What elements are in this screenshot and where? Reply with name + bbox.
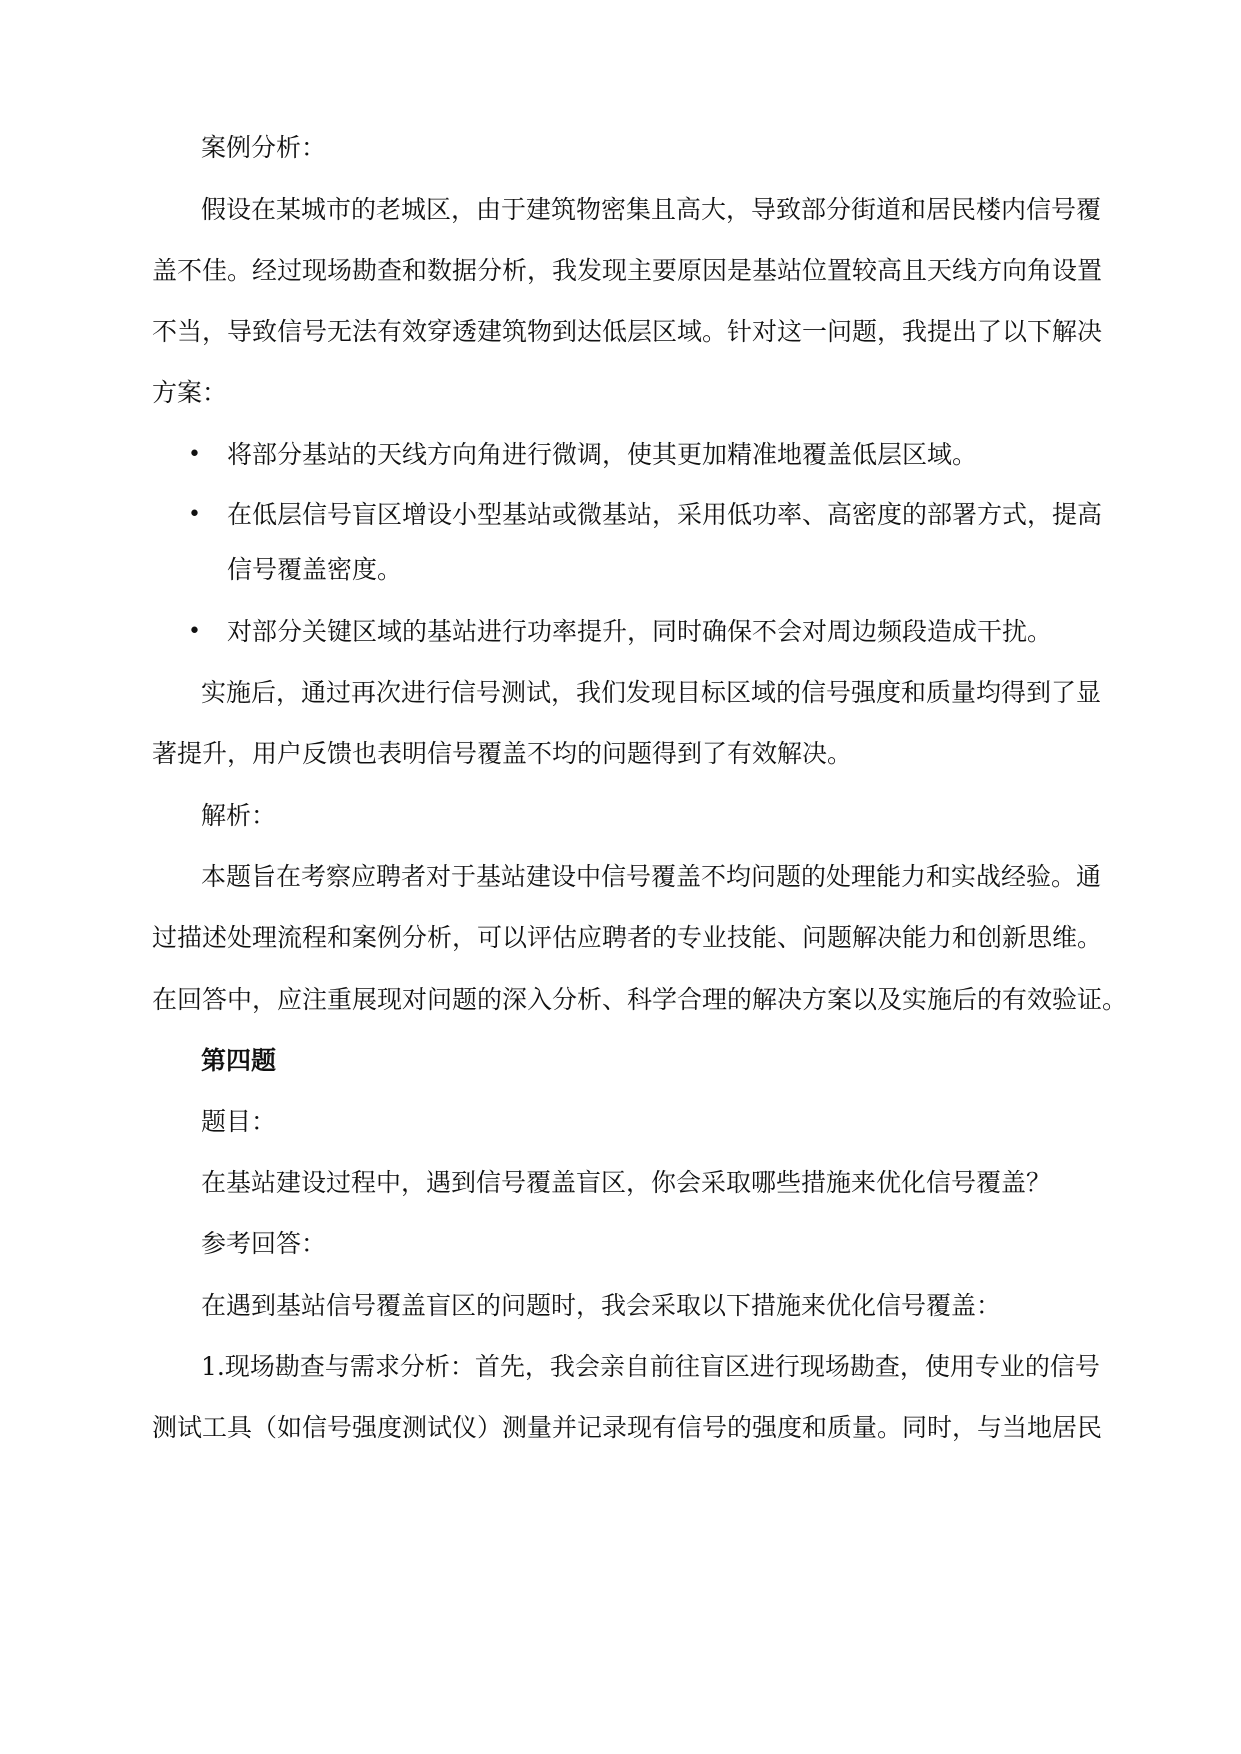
paragraph-line: 方案：	[152, 378, 228, 407]
prompt-label: 题目：	[201, 1107, 277, 1136]
paragraph-line: 盖不佳。经过现场勘查和数据分析，我发现主要原因是基站位置较高且天线方向角设置	[152, 256, 1103, 285]
answer-label: 参考回答：	[201, 1229, 327, 1258]
question-prompt: 在基站建设过程中，遇到信号覆盖盲区，你会采取哪些措施来优化信号覆盖？	[201, 1168, 1052, 1197]
result-line: 实施后，通过再次进行信号测试，我们发现目标区域的信号强度和质量均得到了显	[201, 678, 1102, 707]
result-line: 著提升，用户反馈也表明信号覆盖不均的问题得到了有效解决。	[152, 739, 853, 768]
bullet-icon: •	[188, 619, 201, 644]
answer-intro: 在遇到基站信号覆盖盲区的问题时，我会采取以下措施来优化信号覆盖：	[201, 1291, 1002, 1320]
case-analysis-heading: 案例分析：	[201, 133, 327, 162]
bullet-item: 在低层信号盲区增设小型基站或微基站，采用低功率、高密度的部署方式，提高	[227, 500, 1103, 529]
analysis-line: 本题旨在考察应聘者对于基站建设中信号覆盖不均问题的处理能力和实战经验。通	[201, 862, 1102, 891]
bullet-item: 对部分关键区域的基站进行功率提升，同时确保不会对周边频段造成干扰。	[227, 617, 1053, 646]
bullet-item: 将部分基站的天线方向角进行微调，使其更加精准地覆盖低层区域。	[227, 440, 978, 469]
paragraph-line: 假设在某城市的老城区，由于建筑物密集且高大，导致部分街道和居民楼内信号覆	[201, 195, 1102, 224]
question-title: 第四题	[201, 1046, 277, 1075]
analysis-line: 过描述处理流程和案例分析，可以评估应聘者的专业技能、问题解决能力和创新思维。	[152, 923, 1103, 952]
analysis-heading: 解析：	[201, 801, 277, 830]
analysis-line: 在回答中，应注重展现对问题的深入分析、科学合理的解决方案以及实施后的有效验证。	[152, 985, 1128, 1014]
bullet-icon: •	[188, 442, 201, 467]
answer-point-line: 1.现场勘查与需求分析：首先，我会亲自前往盲区进行现场勘查，使用专业的信号	[201, 1352, 1100, 1381]
paragraph-line: 不当，导致信号无法有效穿透建筑物到达低层区域。针对这一问题，我提出了以下解决	[152, 317, 1103, 346]
bullet-icon: •	[188, 502, 201, 527]
bullet-item-continuation: 信号覆盖密度。	[227, 555, 403, 584]
answer-point-line: 测试工具（如信号强度测试仪）测量并记录现有信号的强度和质量。同时，与当地居民	[152, 1413, 1103, 1442]
